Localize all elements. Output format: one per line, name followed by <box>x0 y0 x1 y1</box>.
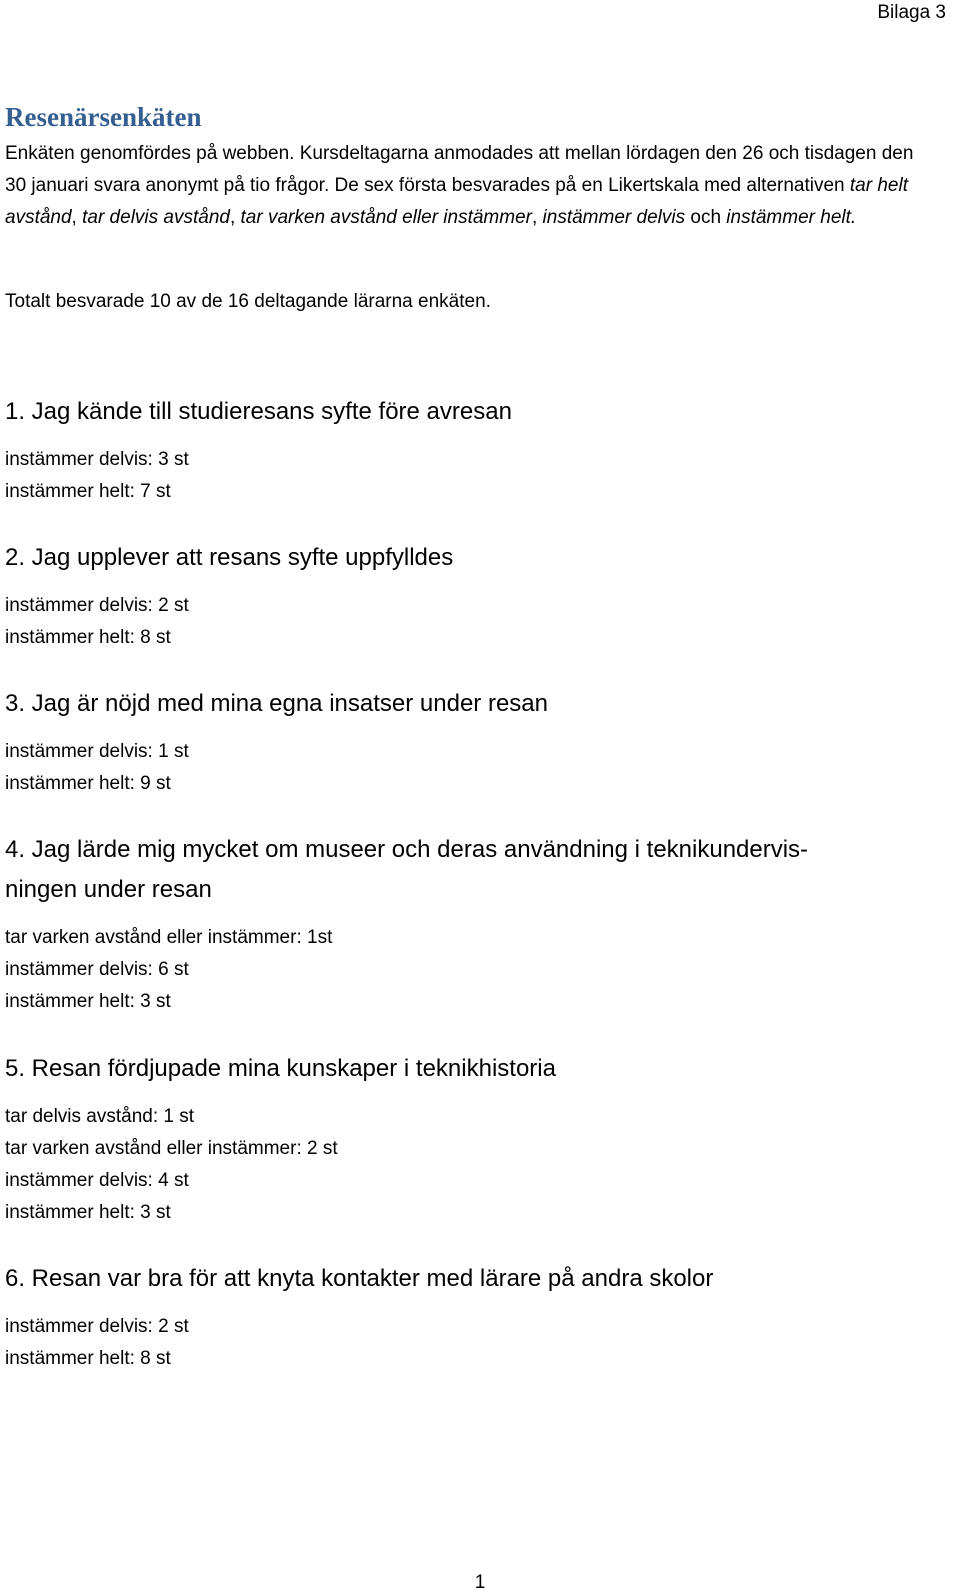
answer-item: tar delvis avstånd: 1 st <box>5 1106 195 1127</box>
answer-item: instämmer helt: 9 st <box>5 773 171 794</box>
intro-text: Enkäten genomfördes på webben. Kursdeltagarna anmodades att mellan lördagen den 26 och tisdagen den 30 januari svara anonymt på tio frågor. De sex första besvarades på en Likertskala med alternativen <box>5 143 914 196</box>
question-heading: 6. Resan var bra för att knyta kontakter med lärare på andra skolor <box>5 1265 714 1292</box>
question-2 <box>5 538 935 654</box>
answer-list <box>5 1101 935 1229</box>
question-3 <box>5 684 935 800</box>
answer-item: tar varken avstånd eller instämmer: 1st <box>5 927 333 948</box>
question-heading: 5. Resan fördjupade mina kunskaper i teknikhistoria <box>5 1055 556 1082</box>
question-5 <box>5 1049 935 1229</box>
question-1 <box>5 392 935 508</box>
likert-option-2: tar delvis avstånd <box>82 207 230 228</box>
likert-option-3: tar varken avstånd eller instämmer <box>240 207 532 228</box>
document-title: Resenärsenkäten <box>5 102 202 132</box>
answer-item: tar varken avstånd eller instämmer: 2 st <box>5 1138 338 1159</box>
response-summary: Totalt besvarade 10 av de 16 deltagande lärarna enkäten. <box>5 291 491 312</box>
answer-item: instämmer helt: 3 st <box>5 1202 171 1223</box>
answer-item: instämmer delvis: 6 st <box>5 959 189 980</box>
answer-item: instämmer delvis: 2 st <box>5 1316 189 1337</box>
answer-list <box>5 736 935 800</box>
question-heading <box>5 830 935 910</box>
answer-item: instämmer delvis: 3 st <box>5 449 189 470</box>
answer-item: instämmer helt: 8 st <box>5 1348 171 1369</box>
intro-paragraph <box>5 138 935 234</box>
answer-item: instämmer helt: 3 st <box>5 991 171 1012</box>
answer-item: instämmer helt: 7 st <box>5 481 171 502</box>
answer-item: instämmer delvis: 4 st <box>5 1170 189 1191</box>
question-4 <box>5 830 935 1018</box>
question-heading: 1. Jag kände till studieresans syfte före avresan <box>5 398 512 425</box>
likert-option-1: tar helt avstånd <box>5 175 908 228</box>
question-heading: 2. Jag upplever att resans syfte uppfylldes <box>5 544 454 571</box>
answer-list <box>5 922 935 1018</box>
answer-item: instämmer helt: 8 st <box>5 627 171 648</box>
answer-list <box>5 444 935 508</box>
likert-option-5: instämmer helt. <box>726 207 857 228</box>
page-header-label: Bilaga 3 <box>877 2 946 23</box>
page-number: 1 <box>474 1572 486 1593</box>
question-6 <box>5 1259 935 1375</box>
intro-separator: , <box>531 207 543 228</box>
answer-item: instämmer delvis: 2 st <box>5 595 189 616</box>
likert-option-4: instämmer delvis <box>542 207 686 228</box>
answer-item: instämmer delvis: 1 st <box>5 741 189 762</box>
question-heading-line: ningen under resan <box>5 876 212 903</box>
intro-separator: , <box>229 207 241 228</box>
answer-list <box>5 590 935 654</box>
answer-list <box>5 1311 935 1375</box>
intro-separator: , <box>71 207 83 228</box>
question-heading: 3. Jag är nöjd med mina egna insatser under resan <box>5 690 548 717</box>
question-heading-line: 4. Jag lärde mig mycket om museer och deras användning i teknikundervis- <box>5 836 809 863</box>
intro-separator: och <box>685 207 727 228</box>
